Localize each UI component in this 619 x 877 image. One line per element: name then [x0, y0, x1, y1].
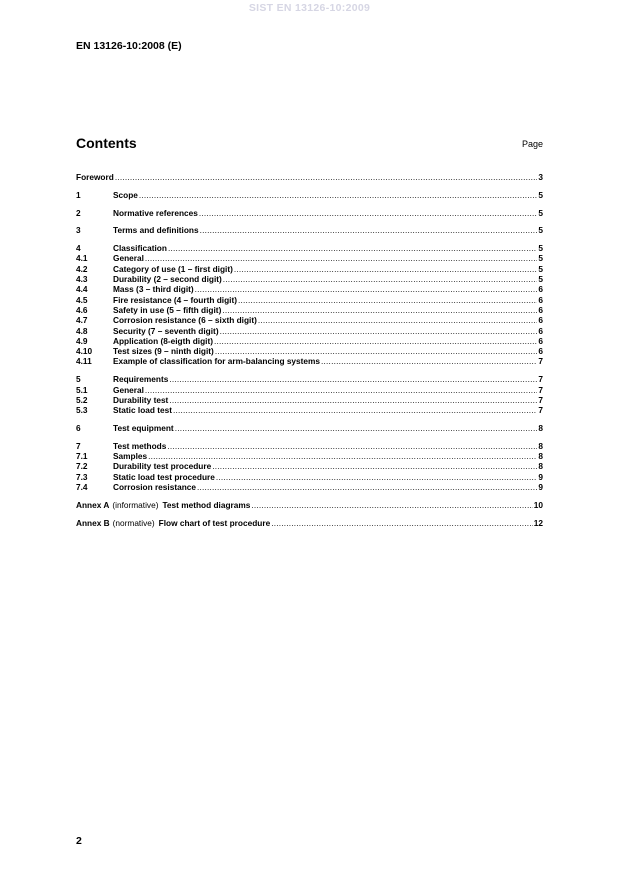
toc-entry-number: 7.3	[76, 471, 88, 482]
toc-entry-page: 5	[538, 263, 543, 274]
toc-entry-number: 4.3	[76, 274, 88, 285]
leader-dots	[173, 405, 537, 415]
toc-entry[interactable]	[76, 253, 543, 263]
toc-entry-page: 8	[538, 451, 543, 462]
toc-entry-title: Application (8-eigth digit)	[113, 335, 214, 346]
leader-dots	[115, 172, 538, 182]
toc-entry-title: Test equipment	[113, 422, 174, 433]
toc-entry-title: Fire resistance (4 – fourth digit)	[113, 294, 238, 305]
leader-dots	[214, 336, 537, 346]
leader-dots	[216, 472, 537, 482]
leader-dots	[222, 305, 537, 315]
toc-entry-number: 5	[76, 374, 81, 385]
page-title: Contents	[76, 135, 137, 151]
toc-entry-title: Durability test procedure	[113, 461, 212, 472]
toc-entry-page: 5	[538, 225, 543, 236]
toc-entry-page: 5	[538, 189, 543, 200]
toc-entry-page: 6	[538, 304, 543, 315]
toc-entry-page: 5	[538, 243, 543, 254]
toc-entry-page: 9	[538, 471, 543, 482]
toc-entry[interactable]	[76, 326, 543, 336]
leader-dots	[234, 264, 538, 274]
leader-dots	[212, 461, 537, 471]
toc-entry-title: Test method diagrams	[162, 499, 251, 510]
toc-entry-number: 4	[76, 243, 81, 254]
toc-annex-entry[interactable]	[76, 500, 543, 510]
toc-entry-title: Durability (2 – second digit)	[113, 274, 222, 285]
toc-entry-page: 9	[538, 481, 543, 492]
toc-entry[interactable]	[76, 274, 543, 284]
toc-entry-title: General	[113, 384, 144, 395]
leader-dots	[258, 315, 538, 325]
toc-entry-number: 7	[76, 440, 81, 451]
watermark: SIST EN 13126-10:2009	[248, 2, 371, 14]
toc-entry[interactable]	[76, 336, 543, 346]
toc-entry-number: 6	[76, 422, 81, 433]
toc-entry-page: 8	[538, 422, 543, 433]
leader-dots	[148, 451, 537, 461]
toc-entry-number: 5.2	[76, 394, 88, 405]
toc-entry[interactable]	[76, 346, 543, 356]
page-column-label: Page	[521, 139, 543, 149]
toc-entry-number: 1	[76, 189, 81, 200]
toc-entry[interactable]	[76, 305, 543, 315]
leader-dots	[223, 274, 538, 284]
toc-entry-title: Category of use (1 – first digit)	[113, 263, 233, 274]
toc-entry[interactable]	[76, 243, 543, 253]
leader-dots	[215, 346, 538, 356]
leader-dots	[175, 423, 538, 433]
toc-entry-title: Safety in use (5 – fifth digit)	[113, 304, 222, 315]
leader-dots	[220, 326, 538, 336]
toc-entry-number: 4.6	[76, 304, 88, 315]
leader-dots	[197, 482, 537, 492]
toc-entry-number: 7.2	[76, 461, 88, 472]
toc-entry-title: Example of classification for arm-balancing systems	[113, 356, 321, 367]
annex-label: Annex B	[76, 517, 110, 528]
toc-entry-page: 7	[538, 394, 543, 405]
toc-entry-number: 4.1	[76, 253, 88, 264]
leader-dots	[271, 518, 533, 528]
toc-entry-title: Scope	[113, 189, 138, 200]
leader-dots	[195, 284, 538, 294]
toc-entry-title: Mass (3 – third digit)	[113, 284, 194, 295]
toc-entry-title: Terms and definitions	[113, 225, 199, 236]
toc-entry-page: 6	[538, 335, 543, 346]
annex-type: (informative)	[112, 499, 159, 510]
toc-entry[interactable]	[76, 374, 543, 384]
toc-entry-title: Security (7 – seventh digit)	[113, 325, 219, 336]
toc-entry[interactable]	[76, 315, 543, 325]
toc-entry-number: 2	[76, 207, 81, 218]
toc-entry-title: General	[113, 253, 144, 264]
leader-dots	[145, 253, 537, 263]
toc-entry[interactable]	[76, 385, 543, 395]
leader-dots	[145, 385, 537, 395]
toc-entry-number: 4.9	[76, 335, 88, 346]
toc-entry[interactable]	[76, 356, 543, 366]
leader-dots	[200, 225, 538, 235]
toc-entry[interactable]	[76, 441, 543, 451]
toc-entry[interactable]	[76, 190, 543, 200]
toc-entry[interactable]	[76, 264, 543, 274]
toc-entry[interactable]	[76, 395, 543, 405]
toc-entry[interactable]	[76, 295, 543, 305]
toc-entry[interactable]	[76, 284, 543, 294]
page-number: 2	[76, 835, 82, 847]
toc-entry-page: 6	[538, 284, 543, 295]
leader-dots	[199, 208, 538, 218]
toc-entry[interactable]	[76, 172, 543, 182]
toc-entry-page: 6	[538, 294, 543, 305]
toc-entry[interactable]	[76, 423, 543, 433]
leader-dots	[321, 356, 537, 366]
toc-entry-number: 7.1	[76, 451, 88, 462]
toc-entry[interactable]	[76, 451, 543, 461]
toc-entry-number: 4.2	[76, 263, 88, 274]
annex-label: Annex A	[76, 499, 110, 510]
toc-entry-title: Static load test	[113, 405, 173, 416]
toc-entry-number: 5.1	[76, 384, 88, 395]
toc-entry-title: Normative references	[113, 207, 198, 218]
leader-dots	[167, 441, 537, 451]
toc-entry-number: 4.5	[76, 294, 88, 305]
toc-entry-title: Classification	[113, 243, 167, 254]
toc-entry-title: Static load test procedure	[113, 471, 215, 482]
toc-annex-entry[interactable]	[76, 518, 543, 528]
table-of-contents	[76, 172, 543, 528]
toc-entry-page: 12	[533, 517, 543, 528]
toc-entry-title: Corrosion resistance	[113, 481, 196, 492]
toc-entry-title: Foreword	[76, 172, 114, 182]
toc-entry-number: 5.3	[76, 405, 88, 416]
leader-dots	[169, 374, 537, 384]
annex-type: (normative)	[112, 517, 155, 528]
leader-dots	[139, 190, 537, 200]
toc-entry-title: Samples	[113, 451, 148, 462]
toc-entry-title: Test sizes (9 – ninth digit)	[113, 346, 214, 357]
toc-entry-title: Durability test	[113, 394, 169, 405]
toc-entry-number: 3	[76, 225, 81, 236]
toc-entry-number: 4.8	[76, 325, 88, 336]
toc-entry-page: 7	[538, 405, 543, 416]
toc-entry-page: 5	[538, 253, 543, 264]
toc-entry-page: 5	[538, 274, 543, 285]
document-id: EN 13126-10:2008 (E)	[76, 40, 182, 52]
toc-entry-number: 7.4	[76, 481, 88, 492]
toc-entry-page: 7	[538, 384, 543, 395]
toc-entry-page: 3	[538, 172, 543, 182]
toc-entry-page: 10	[533, 499, 543, 510]
toc-entry-page: 8	[538, 461, 543, 472]
toc-entry[interactable]	[76, 225, 543, 235]
toc-entry-page: 7	[538, 356, 543, 367]
toc-entry-number: 4.4	[76, 284, 88, 295]
toc-entry-title: Flow chart of test procedure	[158, 517, 271, 528]
toc-entry[interactable]	[76, 461, 543, 471]
toc-entry[interactable]	[76, 482, 543, 492]
toc-entry-title: Requirements	[113, 374, 169, 385]
toc-entry-page: 5	[538, 207, 543, 218]
toc-entry-title: Test methods	[113, 440, 167, 451]
leader-dots	[238, 295, 537, 305]
leader-dots	[251, 500, 532, 510]
toc-entry[interactable]	[76, 472, 543, 482]
leader-dots	[168, 243, 537, 253]
toc-entry-page: 6	[538, 346, 543, 357]
toc-entry-page: 7	[538, 374, 543, 385]
toc-entry-page: 6	[538, 315, 543, 326]
toc-entry-page: 8	[538, 440, 543, 451]
toc-entry[interactable]	[76, 208, 543, 218]
toc-entry-title: Corrosion resistance (6 – sixth digit)	[113, 315, 257, 326]
toc-entry-number: 4.10	[76, 346, 93, 357]
toc-entry-page: 6	[538, 325, 543, 336]
toc-entry-number: 4.7	[76, 315, 88, 326]
toc-entry[interactable]	[76, 405, 543, 415]
toc-entry-number: 4.11	[76, 356, 92, 367]
leader-dots	[169, 395, 537, 405]
